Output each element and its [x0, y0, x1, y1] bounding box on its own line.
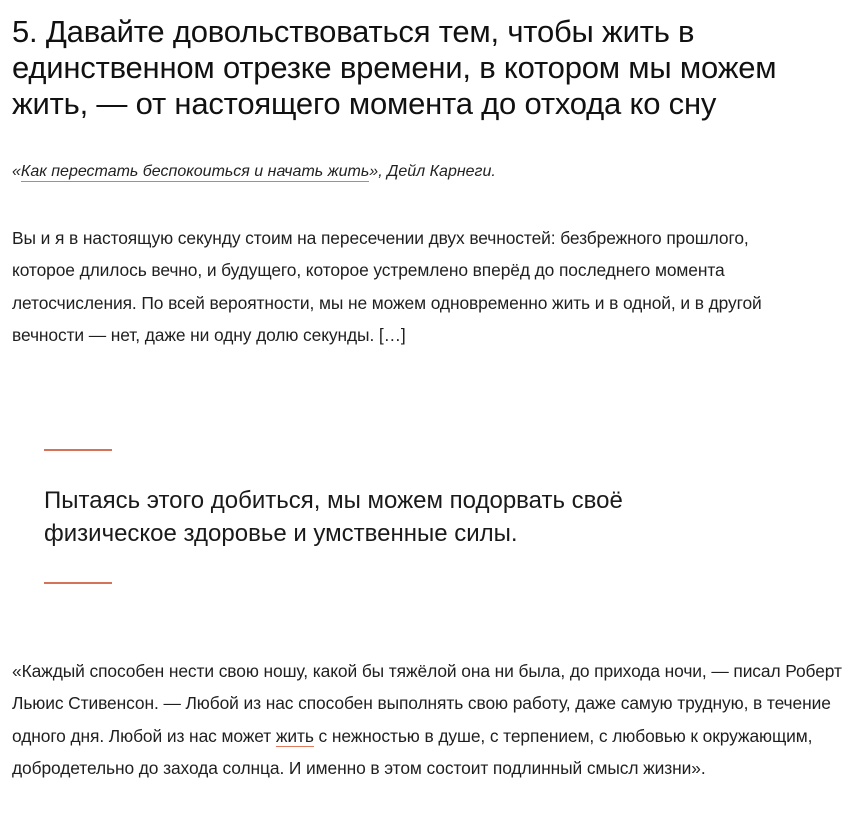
- paragraph-2-text-start: «Каждый способен нести свою ношу, какой бы тяжёлой она ни была, до прихода ночи, — писал Роберт Льюис Стивенсон. — Любой из нас способен выполнять свою работу, даже самую трудную, в течение одного дня. Любой из нас может: [12, 661, 842, 746]
- source-author: , Дейл Карнеги.: [378, 163, 496, 180]
- source-citation: [12, 161, 496, 183]
- pull-quote: Пытаясь этого добиться, мы можем подорвать своё физическое здоровье и умственные силы.: [44, 487, 623, 547]
- source-close-quote: »: [369, 163, 379, 180]
- paragraph-2-text-end: с нежностью в душе, с терпением, с любовью к окружающим, добродетельно до захода солнца. И именно в этом состоит подлинный смысл жизни».: [12, 725, 813, 779]
- live-link[interactable]: жить: [275, 725, 314, 746]
- body-paragraph-2: [12, 655, 847, 785]
- book-title-link[interactable]: Как перестать беспокоиться и начать жить: [20, 163, 370, 180]
- source-open-quote: «: [12, 163, 21, 180]
- section-heading: 5. Давайте довольствоваться тем, чтобы жить в единственном отрезке времени, в котором мы можем жить, — от настоящего момента до отхода ко сну: [12, 14, 777, 121]
- body-paragraph-1: Вы и я в настоящую секунду стоим на пересечении двух вечностей: безбрежного прошлого, которое длилось вечно, и будущего, которое устремлено вперёд до последнего момента летосчисления. По всей вероятности, мы не можем одновременно жить и в одной, и в другой вечности — нет, даже ни одну долю секунды. […]: [12, 228, 762, 346]
- pull-quote-bottom-divider: [44, 582, 112, 584]
- pull-quote-top-divider: [44, 449, 112, 451]
